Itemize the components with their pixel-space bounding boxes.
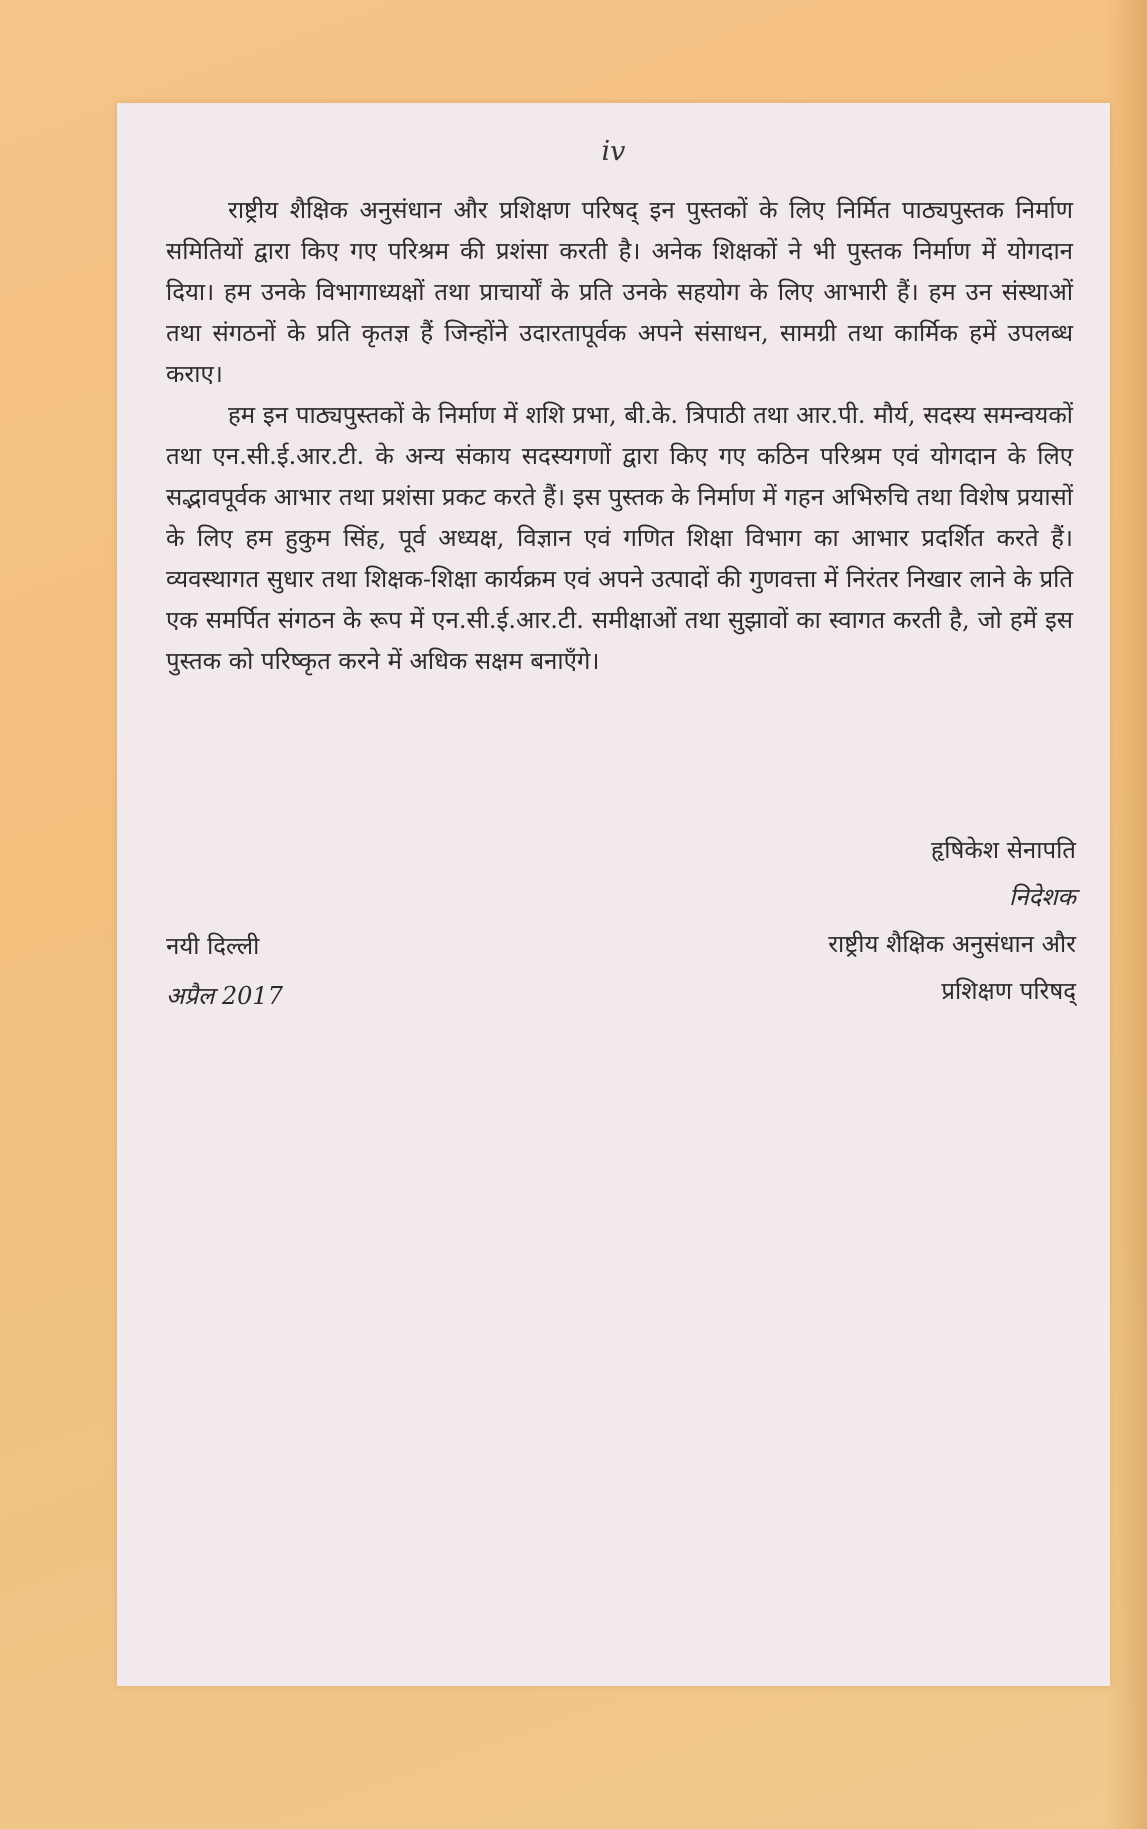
place: नयी दिल्ली bbox=[166, 932, 260, 960]
signature-block bbox=[828, 827, 1076, 1015]
paragraph-2: हम इन पाठ्यपुस्तकों के निर्माण में शशि प्रभा, बी.के. त्रिपाठी तथा आर.पी. मौर्य, सदस्य समन्वयकों तथा एन.सी.ई.आर.टी. के अन्य संकाय सदस्यगणों द्वारा किए गए कठिन परिश्रम एवं योगदान के लिए सद्भावपूर्वक आभार तथा प्रशंसा प्रकट करते हैं। इस पुस्तक के निर्माण में गहन अभिरुचि तथा विशेष प्रयासों के लिए हम हुकुम सिंह, पूर्व अध्यक्ष, विज्ञान एवं गणित शिक्षा विभाग का आभार प्रदर्शित करते हैं। व्यवस्थागत सुधार तथा शिक्षक-शिक्षा कार्यक्रम एवं अपने उत्पादों की गुणवत्ता में निरंतर निखार लाने के प्रति एक समर्पित संगठन के रूप में एन.सी.ई.आर.टी. समीक्षाओं तथा सुझावों का स्वागत करती है, जो हमें इस पुस्तक को परिष्कृत करने में अधिक सक्षम बनाएँगे। bbox=[166, 401, 1073, 675]
document-page bbox=[117, 103, 1110, 1686]
page-edge-shadow bbox=[1107, 0, 1147, 1829]
paragraph-1: राष्ट्रीय शैक्षिक अनुसंधान और प्रशिक्षण परिषद् इन पुस्तकों के लिए निर्मित पाठ्यपुस्तक निर्माण समितियों द्वारा किए गए परिश्रम की प्रशंसा करती है। अनेक शिक्षकों ने भी पुस्तक निर्माण में योगदान दिया। हम उनके विभागाध्यक्षों तथा प्राचार्यों के प्रति उनके सहयोग के लिए आभारी हैं। हम उन संस्थाओं तथा संगठनों के प्रति कृतज्ञ हैं जिन्होंने उदारतापूर्वक अपने संसाधन, सामग्री तथा कार्मिक हमें उपलब्ध कराए। bbox=[166, 196, 1073, 388]
signatory-name: हृषिकेश सेनापति bbox=[931, 836, 1076, 864]
signatory-designation: निदेशक bbox=[1008, 883, 1076, 911]
foreword-body bbox=[166, 190, 1073, 682]
organization-line-1: राष्ट्रीय शैक्षिक अनुसंधान और bbox=[828, 930, 1076, 958]
organization-line-2: प्रशिक्षण परिषद् bbox=[941, 977, 1076, 1005]
place-date-block bbox=[166, 921, 283, 1021]
date: अप्रैल 2017 bbox=[166, 982, 283, 1010]
page-number: iv bbox=[601, 136, 626, 167]
